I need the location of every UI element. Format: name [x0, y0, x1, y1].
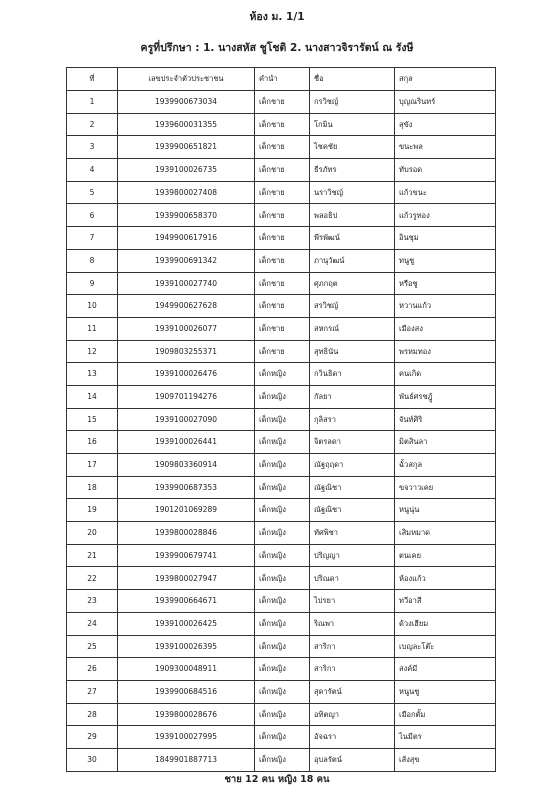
student-roster-table: [66, 67, 496, 772]
cell-last-name: หรือชู: [395, 272, 496, 295]
cell-national-id: 1939900679741: [118, 544, 255, 567]
cell-national-id: 1939900673034: [118, 91, 255, 114]
table-body: [67, 91, 496, 772]
cell-prefix: เด็กหญิง: [255, 385, 310, 408]
table-row: [67, 590, 496, 613]
cell-national-id: 1909803255371: [118, 340, 255, 363]
cell-national-id: 1939100026735: [118, 159, 255, 182]
cell-first-name: ณัฐณิชา: [310, 499, 395, 522]
cell-number: 10: [67, 295, 118, 318]
cell-prefix: เด็กหญิง: [255, 590, 310, 613]
cell-national-id: 1939900658370: [118, 204, 255, 227]
cell-number: 16: [67, 431, 118, 454]
cell-number: 5: [67, 181, 118, 204]
cell-last-name: แก้วขนะ: [395, 181, 496, 204]
cell-prefix: เด็กชาย: [255, 159, 310, 182]
cell-first-name: สหกรณ์: [310, 317, 395, 340]
cell-last-name: พันธ์ศรชฎู้: [395, 385, 496, 408]
cell-first-name: สุดารัตน์: [310, 680, 395, 703]
cell-number: 7: [67, 227, 118, 250]
table-row: [67, 522, 496, 545]
gender-summary: ชาย 12 คน หญิง 18 คน: [224, 774, 330, 785]
cell-national-id: 1849901887713: [118, 748, 255, 771]
cell-last-name: ทนูชู: [395, 249, 496, 272]
cell-first-name: ไปรยา: [310, 590, 395, 613]
cell-number: 2: [67, 113, 118, 136]
cell-first-name: สรวิชญ์: [310, 295, 395, 318]
cell-first-name: ทัศพิชา: [310, 522, 395, 545]
cell-first-name: ปริณดา: [310, 567, 395, 590]
cell-first-name: ภานุวัฒน์: [310, 249, 395, 272]
cell-last-name: หวานแก้ว: [395, 295, 496, 318]
cell-prefix: เด็กชาย: [255, 113, 310, 136]
table-row: [67, 703, 496, 726]
table-row: [67, 635, 496, 658]
cell-number: 20: [67, 522, 118, 545]
cell-national-id: 1939100026077: [118, 317, 255, 340]
table-row: [67, 159, 496, 182]
cell-first-name: พลอธิป: [310, 204, 395, 227]
cell-number: 19: [67, 499, 118, 522]
table-row: [67, 340, 496, 363]
cell-first-name: อทิตญา: [310, 703, 395, 726]
cell-number: 27: [67, 680, 118, 703]
cell-prefix: เด็กหญิง: [255, 544, 310, 567]
cell-first-name: ริณพา: [310, 612, 395, 635]
cell-prefix: เด็กหญิง: [255, 635, 310, 658]
cell-first-name: โกมิน: [310, 113, 395, 136]
cell-last-name: ขจวาวเคย: [395, 476, 496, 499]
column-header-national-id: เลขประจำตัวประชาชน: [118, 68, 255, 91]
table-row: [67, 181, 496, 204]
cell-number: 17: [67, 454, 118, 477]
cell-last-name: อินชุม: [395, 227, 496, 250]
cell-number: 9: [67, 272, 118, 295]
cell-number: 15: [67, 408, 118, 431]
table-row: [67, 454, 496, 477]
table-row: [67, 249, 496, 272]
cell-number: 29: [67, 726, 118, 749]
cell-last-name: ด้วงเฮียม: [395, 612, 496, 635]
cell-prefix: เด็กหญิง: [255, 408, 310, 431]
table-row: [67, 658, 496, 681]
cell-prefix: เด็กหญิง: [255, 703, 310, 726]
cell-first-name: ปริญญา: [310, 544, 395, 567]
cell-prefix: เด็กหญิง: [255, 726, 310, 749]
table-row: [67, 748, 496, 771]
cell-national-id: 1909803360914: [118, 454, 255, 477]
table-row: [67, 113, 496, 136]
cell-national-id: 1909300048911: [118, 658, 255, 681]
cell-prefix: เด็กชาย: [255, 249, 310, 272]
cell-last-name: หนูนุ่น: [395, 499, 496, 522]
cell-prefix: เด็กชาย: [255, 204, 310, 227]
cell-last-name: สุขัง: [395, 113, 496, 136]
cell-national-id: 1939800027947: [118, 567, 255, 590]
table-row: [67, 295, 496, 318]
cell-number: 21: [67, 544, 118, 567]
cell-prefix: เด็กชาย: [255, 295, 310, 318]
cell-first-name: สาริกา: [310, 658, 395, 681]
cell-prefix: เด็กหญิง: [255, 454, 310, 477]
table-row: [67, 363, 496, 386]
cell-prefix: เด็กหญิง: [255, 612, 310, 635]
column-header-first-name: ชื่อ: [310, 68, 395, 91]
cell-first-name: พีรพัฒน์: [310, 227, 395, 250]
cell-first-name: สุทธินัน: [310, 340, 395, 363]
cell-national-id: 1939600031355: [118, 113, 255, 136]
page-title: ห้อง ม. 1/1: [249, 11, 305, 23]
cell-prefix: เด็กชาย: [255, 91, 310, 114]
cell-last-name: ทวีอาสี: [395, 590, 496, 613]
cell-national-id: 1939900684516: [118, 680, 255, 703]
cell-prefix: เด็กหญิง: [255, 567, 310, 590]
cell-national-id: 1939900687353: [118, 476, 255, 499]
cell-number: 30: [67, 748, 118, 771]
cell-prefix: เด็กชาย: [255, 181, 310, 204]
cell-national-id: 1939100026425: [118, 612, 255, 635]
cell-prefix: เด็กชาย: [255, 272, 310, 295]
cell-last-name: ตนเคย: [395, 544, 496, 567]
cell-number: 11: [67, 317, 118, 340]
cell-prefix: เด็กหญิง: [255, 680, 310, 703]
cell-number: 22: [67, 567, 118, 590]
cell-number: 23: [67, 590, 118, 613]
cell-first-name: อุบลรัตน์: [310, 748, 395, 771]
cell-last-name: แก้วรูทอง: [395, 204, 496, 227]
cell-last-name: เบญละโต๊ะ: [395, 635, 496, 658]
cell-number: 3: [67, 136, 118, 159]
cell-first-name: กัลยา: [310, 385, 395, 408]
table-row: [67, 499, 496, 522]
cell-last-name: ทับรอด: [395, 159, 496, 182]
cell-number: 25: [67, 635, 118, 658]
advisor-teachers: ครูที่ปรึกษา : 1. นางสหัส ชูโชติ 2. นางสาวจิรารัตน์ ณ รังษี: [140, 42, 414, 54]
table-row: [67, 544, 496, 567]
table-row: [67, 272, 496, 295]
cell-prefix: เด็กหญิง: [255, 748, 310, 771]
cell-last-name: มิตสินลา: [395, 431, 496, 454]
cell-national-id: 1939800027408: [118, 181, 255, 204]
cell-number: 28: [67, 703, 118, 726]
cell-first-name: จิตรลดา: [310, 431, 395, 454]
cell-last-name: คนเกิด: [395, 363, 496, 386]
cell-national-id: 1949900627628: [118, 295, 255, 318]
table-row: [67, 385, 496, 408]
table-row: [67, 136, 496, 159]
cell-first-name: กุลิสรา: [310, 408, 395, 431]
cell-prefix: เด็กชาย: [255, 227, 310, 250]
cell-national-id: 1901201069289: [118, 499, 255, 522]
table-row: [67, 680, 496, 703]
cell-national-id: 1939100026476: [118, 363, 255, 386]
cell-last-name: ห้องแก้ว: [395, 567, 496, 590]
table-row: [67, 408, 496, 431]
cell-last-name: ขนะพล: [395, 136, 496, 159]
table-row: [67, 91, 496, 114]
table-row: [67, 476, 496, 499]
cell-national-id: 1939100027740: [118, 272, 255, 295]
cell-last-name: เส้งสุข: [395, 748, 496, 771]
cell-last-name: เมืองสง: [395, 317, 496, 340]
table-row: [67, 204, 496, 227]
cell-number: 26: [67, 658, 118, 681]
cell-national-id: 1939900651821: [118, 136, 255, 159]
cell-last-name: เมือกตั้ม: [395, 703, 496, 726]
cell-national-id: 1939900664671: [118, 590, 255, 613]
cell-national-id: 1939800028676: [118, 703, 255, 726]
cell-national-id: 1909701194276: [118, 385, 255, 408]
cell-national-id: 1939100026395: [118, 635, 255, 658]
cell-number: 13: [67, 363, 118, 386]
cell-prefix: เด็กหญิง: [255, 522, 310, 545]
cell-prefix: เด็กชาย: [255, 136, 310, 159]
cell-number: 1: [67, 91, 118, 114]
cell-number: 8: [67, 249, 118, 272]
cell-prefix: เด็กหญิง: [255, 658, 310, 681]
cell-number: 24: [67, 612, 118, 635]
cell-first-name: สาริกา: [310, 635, 395, 658]
cell-first-name: อัจฉรา: [310, 726, 395, 749]
cell-last-name: ไนมีตร: [395, 726, 496, 749]
cell-first-name: กวินธิดา: [310, 363, 395, 386]
cell-first-name: ณัฐฤฤดา: [310, 454, 395, 477]
cell-number: 6: [67, 204, 118, 227]
cell-prefix: เด็กหญิง: [255, 499, 310, 522]
cell-prefix: เด็กหญิง: [255, 476, 310, 499]
cell-national-id: 1949900617916: [118, 227, 255, 250]
cell-first-name: ไชคชัย: [310, 136, 395, 159]
table-row: [67, 726, 496, 749]
table-row: [67, 227, 496, 250]
cell-prefix: เด็กชาย: [255, 340, 310, 363]
cell-national-id: 1939100027995: [118, 726, 255, 749]
cell-last-name: จันท์ศิริ: [395, 408, 496, 431]
cell-prefix: เด็กชาย: [255, 317, 310, 340]
cell-last-name: บุญณรินทร์: [395, 91, 496, 114]
cell-prefix: เด็กหญิง: [255, 363, 310, 386]
cell-number: 4: [67, 159, 118, 182]
cell-national-id: 1939900691342: [118, 249, 255, 272]
cell-first-name: ศุภกฤต: [310, 272, 395, 295]
column-header-number: ที่: [67, 68, 118, 91]
table-row: [67, 317, 496, 340]
cell-first-name: ธีรภัทร: [310, 159, 395, 182]
column-header-prefix: คำนำ: [255, 68, 310, 91]
cell-last-name: สงค์มี: [395, 658, 496, 681]
cell-national-id: 1939100027090: [118, 408, 255, 431]
table-row: [67, 567, 496, 590]
cell-number: 14: [67, 385, 118, 408]
cell-last-name: ฉั้วสกุล: [395, 454, 496, 477]
cell-first-name: นราวิชญ์: [310, 181, 395, 204]
cell-number: 18: [67, 476, 118, 499]
cell-last-name: เสิมหมาด: [395, 522, 496, 545]
cell-last-name: หนูนชู: [395, 680, 496, 703]
cell-number: 12: [67, 340, 118, 363]
cell-first-name: ณัฐณิชา: [310, 476, 395, 499]
cell-prefix: เด็กหญิง: [255, 431, 310, 454]
cell-national-id: 1939100026441: [118, 431, 255, 454]
cell-first-name: กรวิชญ์: [310, 91, 395, 114]
cell-last-name: พรหมทอง: [395, 340, 496, 363]
column-header-last-name: สกุล: [395, 68, 496, 91]
table-row: [67, 431, 496, 454]
cell-national-id: 1939800028846: [118, 522, 255, 545]
table-row: [67, 612, 496, 635]
table-header-row: [67, 68, 496, 91]
